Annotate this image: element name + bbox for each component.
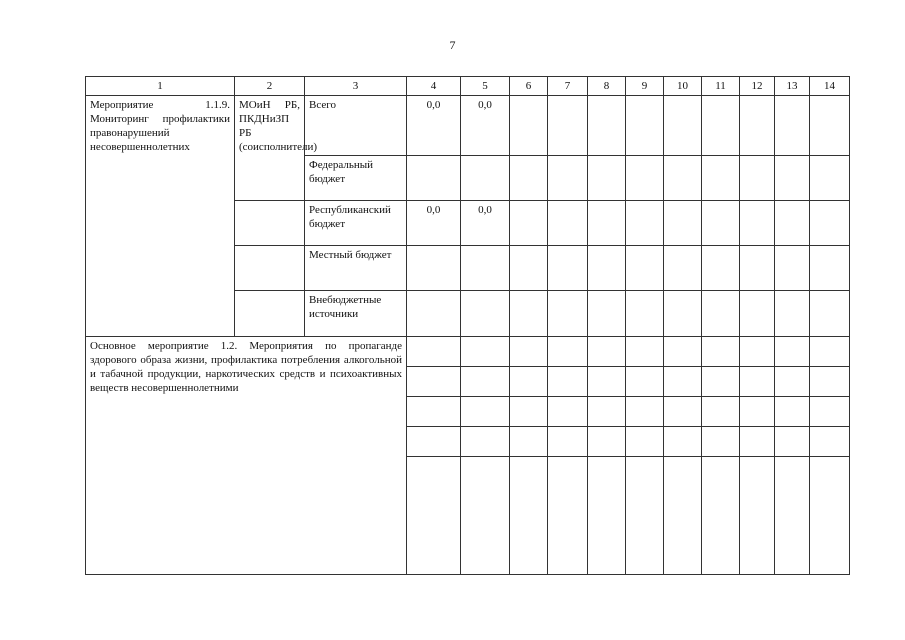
table-cell — [702, 201, 740, 246]
table-cell — [740, 291, 775, 337]
table-cell — [626, 367, 664, 397]
column-number-row — [86, 77, 850, 96]
table-cell — [588, 246, 626, 291]
table-cell — [548, 397, 588, 427]
table-row — [86, 96, 850, 156]
column-number: 1 — [86, 77, 235, 96]
funding-source: Федеральный бюджет — [305, 156, 407, 201]
column-number: 5 — [461, 77, 510, 96]
budget-table — [85, 76, 850, 575]
table-cell — [702, 367, 740, 397]
table-cell — [588, 337, 626, 367]
table-cell — [702, 457, 740, 575]
table-row — [86, 337, 850, 367]
table-cell — [740, 457, 775, 575]
column-number: 9 — [626, 77, 664, 96]
table-cell — [588, 427, 626, 457]
table-cell — [810, 367, 850, 397]
table-cell — [235, 291, 305, 337]
table-cell — [664, 457, 702, 575]
table-cell — [702, 337, 740, 367]
table-cell — [810, 291, 850, 337]
table-cell — [664, 201, 702, 246]
table-cell — [588, 156, 626, 201]
event-title: Мероприятие 1.1.9. Мониторинг профилактики правонарушений несовершеннолетних — [86, 96, 235, 337]
table-cell — [664, 337, 702, 367]
table-cell — [510, 96, 548, 156]
table-cell — [702, 291, 740, 337]
table-cell — [810, 397, 850, 427]
table-cell — [235, 246, 305, 291]
table-cell — [664, 427, 702, 457]
table-cell — [461, 337, 510, 367]
table-cell — [626, 96, 664, 156]
table-cell — [461, 367, 510, 397]
table-cell — [548, 367, 588, 397]
table-cell — [740, 427, 775, 457]
table-cell — [626, 337, 664, 367]
table-cell — [740, 246, 775, 291]
table-cell — [510, 337, 548, 367]
table-cell — [775, 397, 810, 427]
table-cell — [664, 246, 702, 291]
table-cell — [664, 291, 702, 337]
table-cell — [775, 156, 810, 201]
column-number: 12 — [740, 77, 775, 96]
table-cell — [626, 457, 664, 575]
table-cell — [810, 427, 850, 457]
table-cell — [775, 427, 810, 457]
table-cell — [664, 397, 702, 427]
table-cell: 0,0 — [461, 96, 510, 156]
table-cell — [407, 397, 461, 427]
table-cell — [588, 457, 626, 575]
table-cell — [548, 337, 588, 367]
table-cell — [407, 337, 461, 367]
column-number: 13 — [775, 77, 810, 96]
table-cell — [461, 397, 510, 427]
table-cell — [664, 367, 702, 397]
table-cell — [702, 96, 740, 156]
table-cell — [548, 427, 588, 457]
funding-source: Всего — [305, 96, 407, 156]
page-number: 7 — [449, 38, 456, 52]
table-cell — [407, 246, 461, 291]
table-cell — [548, 156, 588, 201]
funding-source: Республиканский бюджет — [305, 201, 407, 246]
table-cell — [626, 156, 664, 201]
table-cell — [775, 291, 810, 337]
table-cell — [626, 427, 664, 457]
table-cell — [510, 457, 548, 575]
column-number: 10 — [664, 77, 702, 96]
table-cell — [548, 96, 588, 156]
table-cell — [407, 427, 461, 457]
table-cell — [775, 246, 810, 291]
table-cell — [775, 201, 810, 246]
column-number: 7 — [548, 77, 588, 96]
column-number: 6 — [510, 77, 548, 96]
table-cell — [740, 201, 775, 246]
table-cell — [407, 367, 461, 397]
funding-source: Местный бюджет — [305, 246, 407, 291]
table-cell — [510, 201, 548, 246]
column-number: 4 — [407, 77, 461, 96]
table-cell — [548, 291, 588, 337]
table-cell — [702, 246, 740, 291]
table-cell: 0,0 — [461, 201, 510, 246]
table-cell — [588, 397, 626, 427]
table-cell — [407, 291, 461, 337]
table-cell — [461, 457, 510, 575]
table-cell — [775, 367, 810, 397]
table-cell — [775, 96, 810, 156]
table-cell — [664, 156, 702, 201]
table-cell — [775, 457, 810, 575]
event-executor: МОиН РБ, ПКДНиЗП РБ (соисполнители) — [235, 96, 305, 201]
table-cell — [740, 397, 775, 427]
table-cell — [740, 96, 775, 156]
table-cell — [626, 291, 664, 337]
table-cell — [588, 96, 626, 156]
table-cell — [810, 457, 850, 575]
table-cell — [407, 156, 461, 201]
table-cell — [626, 246, 664, 291]
table-cell — [548, 457, 588, 575]
column-number: 2 — [235, 77, 305, 96]
table-cell — [702, 427, 740, 457]
table-cell — [740, 156, 775, 201]
table-cell — [510, 156, 548, 201]
table-cell — [510, 427, 548, 457]
table-cell — [810, 201, 850, 246]
table-cell — [461, 427, 510, 457]
table-cell — [588, 201, 626, 246]
funding-source: Внебюджетные источники — [305, 291, 407, 337]
table-cell — [810, 156, 850, 201]
table-cell — [461, 156, 510, 201]
table-cell — [740, 337, 775, 367]
table-cell — [810, 96, 850, 156]
column-number: 3 — [305, 77, 407, 96]
column-number: 8 — [588, 77, 626, 96]
column-number: 11 — [702, 77, 740, 96]
table-cell — [510, 397, 548, 427]
table-cell — [810, 246, 850, 291]
table-cell — [626, 397, 664, 427]
table-cell — [461, 246, 510, 291]
column-number: 14 — [810, 77, 850, 96]
table-cell: 0,0 — [407, 96, 461, 156]
table-cell — [775, 337, 810, 367]
table-cell — [588, 367, 626, 397]
table-cell — [702, 397, 740, 427]
table-cell — [810, 337, 850, 367]
table-cell — [626, 201, 664, 246]
table-cell — [461, 291, 510, 337]
table-cell — [510, 246, 548, 291]
table-cell — [548, 246, 588, 291]
table-cell — [664, 96, 702, 156]
table-cell — [407, 457, 461, 575]
table-cell — [548, 201, 588, 246]
table-cell — [510, 367, 548, 397]
table-cell — [740, 367, 775, 397]
table-cell — [235, 201, 305, 246]
table-cell — [702, 156, 740, 201]
table-cell — [588, 291, 626, 337]
table-cell — [510, 291, 548, 337]
table-cell: 0,0 — [407, 201, 461, 246]
main-event-title: Основное мероприятие 1.2. Мероприятия по пропаганде здорового образа жизни, профилактика потребления алкогольной и табачной продукции, наркотических средств и психоактивных веществ несовершеннолетними — [86, 337, 407, 575]
